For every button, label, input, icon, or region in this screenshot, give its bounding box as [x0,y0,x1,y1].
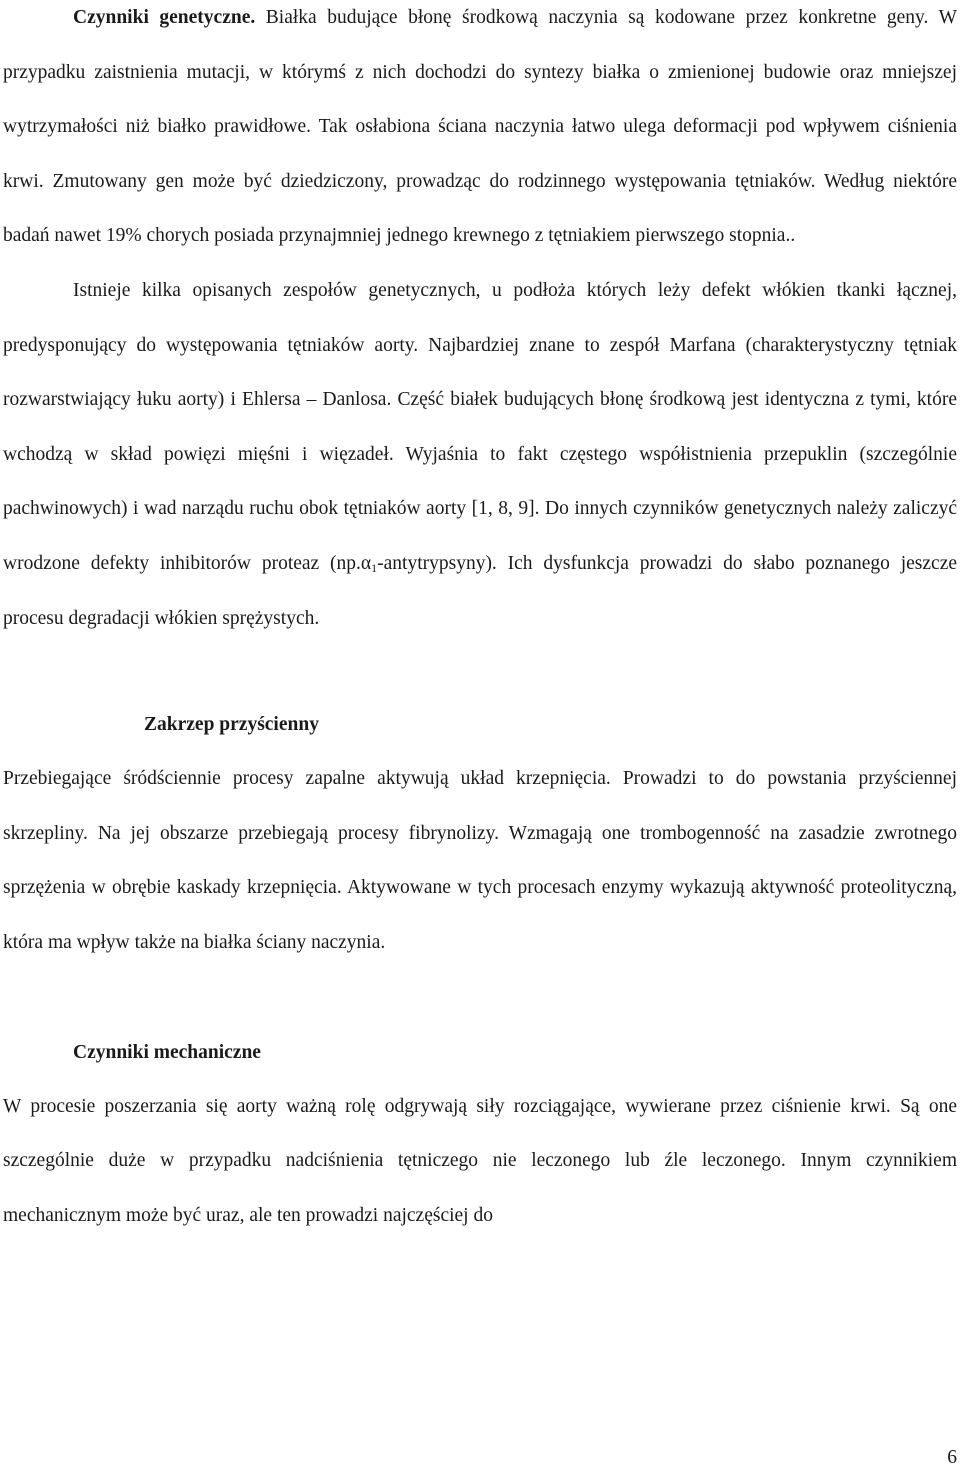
document-page [3,0,957,1243]
subscript-alpha-index: 1 [371,560,378,575]
paragraph-mural-thrombus: Przebiegające śródściennie procesy zapalne aktywują układ krzepnięcia. Prowadzi to do powstania przyściennej skrzepliny. Na jej obszarze przebiegają procesy fibrynolizy. Wzmagają one trombogenność na zasadzie zwrotnego sprzężenia w obrębie kaskady krzepnięcia. Aktywowane w tych procesach enzymy wykazują aktywność proteolityczną, która ma wpływ także na białka ściany naczynia. [3,768,957,953]
heading-mural-thrombus: Zakrzep przyścienny [144,714,319,736]
paragraph-genetic-syndromes-text-2: -antytrypsyny). Ich dysfunkcja prowadzi do słabo poznanego jeszcze procesu degradacji włókien sprężystych. [3,552,957,629]
page-number: 6 [947,1447,957,1468]
paragraph-genetic-factors-text: Białka budujące błonę środkową naczynia są kodowane przez konkretne geny. W przypadku zaistnienia mutacji, w którymś z nich dochodzi do syntezy białka o zmienionej budowie oraz mniejszej wytrzymałości niż białko prawidłowe. Tak osłabiona ściana naczynia łatwo ulega deformacji pod wpływem ciśnienia krwi. Zmutowany gen może być dziedziczony, prowadząc do rodzinnego występowania tętniaków. Według niektóre badań nawet 19% chorych posiada przynajmniej jednego krewnego z tętniakiem pierwszego stopnia.. [3,7,957,247]
paragraph-genetic-factors [3,0,957,264]
paragraph-genetic-syndromes [3,264,957,646]
paragraph-mechanical-factors: W procesie poszerzania się aorty ważną rolę odgrywają siły rozciągające, wywierane przez ciśnienie krwi. Są one szczególnie duże w przypadku nadciśnienia tętniczego nie leczonego lub źle leczonego. Innym czynnikiem mechanicznym może być uraz, ale ten prowadzi najczęściej do [3,1095,957,1226]
section-lead-genetic-factors: Czynniki genetyczne. [73,7,256,28]
paragraph-genetic-syndromes-text-1: Istnieje kilka opisanych zespołów genetycznych, u podłoża których leży defekt włókien tkanki łącznej, predysponujący do występowania tętniaków aorty. Najbardziej znane to zespół Marfana (charakterystyczny tętniak rozwarstwiający łuku aorty) i Ehlersa – Danlosa. Część białek budujących błonę środkową jest identyczna z tymi, które wchodzą w skład powięzi mięśni i więzadeł. Wyjaśnia to fakt częstego współistnienia przepuklin (szczególnie pachwinowych) i wad narządu ruchu obok tętniaków aorty [1, 8, 9]. Do innych czynników genetycznych należy zaliczyć wrodzone defekty inhibitorów proteaz (np.α [3,279,957,574]
heading-mechanical-factors: Czynniki mechaniczne [73,1041,261,1063]
